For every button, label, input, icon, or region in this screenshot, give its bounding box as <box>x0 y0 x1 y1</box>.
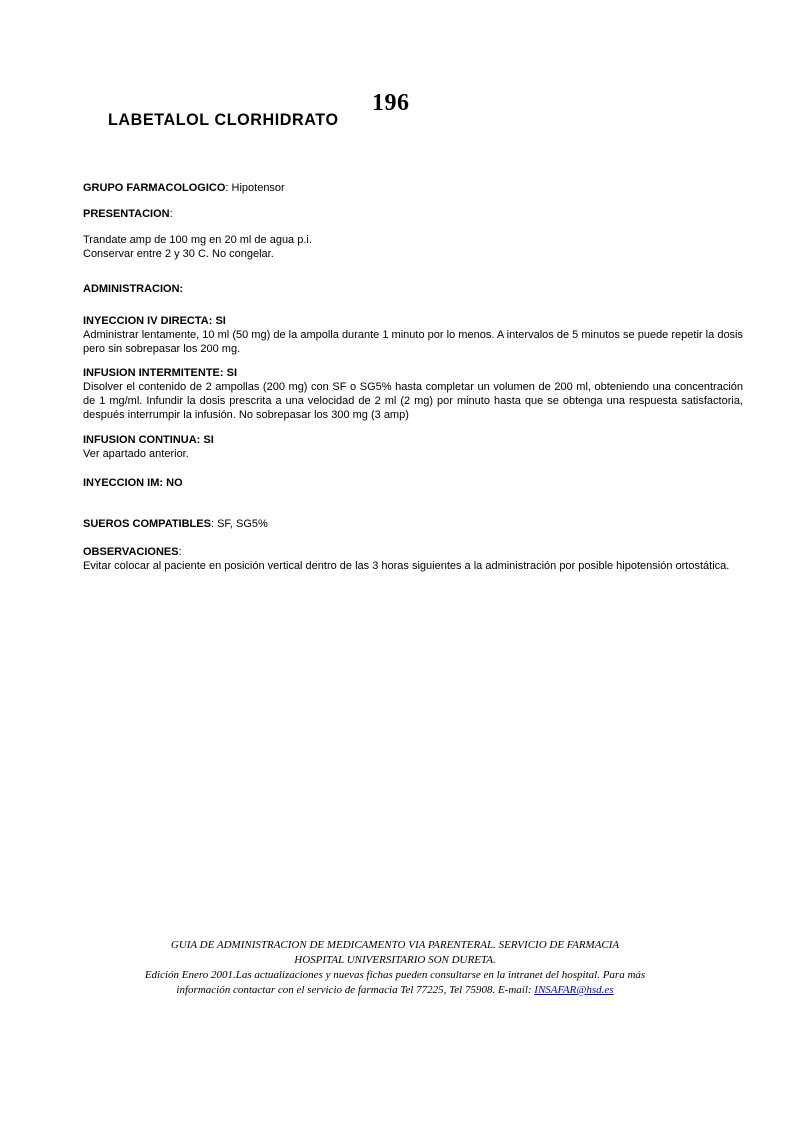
inyeccion-iv-heading <box>83 314 743 328</box>
presentacion-label: PRESENTACION <box>83 208 170 220</box>
presentacion-line-1: Trandate amp de 100 mg en 20 ml de agua p.i. <box>83 234 312 246</box>
infusion-continua-text: Ver apartado anterior. <box>83 448 189 460</box>
footer-line-1: GUIA DE ADMINISTRACION DE MEDICAMENTO VIA PARENTERAL. SERVICIO DE FARMACIA <box>170 939 620 951</box>
sueros-value: SF, SG5% <box>217 518 268 530</box>
page-number: 196 <box>372 90 410 116</box>
infusion-intermitente-heading <box>83 366 743 380</box>
infusion-intermitente-value: SI <box>226 367 238 379</box>
infusion-intermitente-colon: : <box>219 367 227 379</box>
observaciones-colon: : <box>178 546 182 558</box>
monograph-body <box>83 181 743 573</box>
grupo-farmacologico <box>83 181 743 195</box>
observaciones-label: OBSERVACIONES <box>83 546 179 558</box>
presentacion-colon: : <box>169 208 173 220</box>
footer-line-3: Edición Enero 2001.Las actualizaciones y nuevas fichas pueden consultarse en la intranet del hospital. Para más <box>144 969 646 981</box>
footer-contact-text: información contactar con el servicio de farmacia Tel 77225, Tel 75908. E-mail: <box>176 984 532 996</box>
infusion-continua-heading <box>83 433 743 447</box>
email-link[interactable]: INSAFAR@hsd.es <box>534 984 614 996</box>
inyeccion-iv-text: Administrar lentamente, 10 ml (50 mg) de la ampolla durante 1 minuto por lo menos. A intervalos de 5 minutos se puede repetir la dosis pero sin sobrepasar los 200 mg. <box>83 329 743 355</box>
sueros-label: SUEROS COMPATIBLES <box>83 518 211 530</box>
infusion-intermitente-label: INFUSION INTERMITENTE <box>83 367 220 379</box>
sueros-colon: : <box>210 518 218 530</box>
infusion-intermitente-text: Disolver el contenido de 2 ampollas (200 mg) con SF o SG5% hasta completar un volumen de 200 ml, obteniendo una concentración de 1 mg/ml. Infundir la dosis prescrita a una velocidad de 2 ml (2 mg) por minuto hasta que se obtenga una respuesta satisfactoria, después interrumpir la infusión. No sobrepasar los 300 mg (3 amp) <box>83 381 743 421</box>
administracion-heading: ADMINISTRACION: <box>83 283 184 295</box>
inyeccion-im-colon: : <box>159 477 167 489</box>
grupo-colon: : <box>225 182 232 194</box>
presentacion-heading <box>83 207 743 221</box>
inyeccion-iv-colon: : <box>208 315 216 327</box>
presentacion-line-2: Conservar entre 2 y 30 C. No congelar. <box>83 248 274 260</box>
infusion-continua-colon: : <box>196 434 204 446</box>
grupo-label: GRUPO FARMACOLOGICO <box>83 182 226 194</box>
drug-title: LABETALOL CLORHIDRATO <box>108 110 339 129</box>
sueros-compatibles <box>83 517 743 531</box>
grupo-value: Hipotensor <box>231 182 285 194</box>
inyeccion-iv-label: INYECCION IV DIRECTA <box>83 315 209 327</box>
observaciones-text: Evitar colocar al paciente en posición vertical dentro de las 3 horas siguientes a la administración por posible hipotensión ortostática. <box>83 560 730 572</box>
observaciones-heading <box>83 545 743 559</box>
inyeccion-iv-value: SI <box>215 315 226 327</box>
footer-line-2: HOSPITAL UNIVERSITARIO SON DURETA. <box>294 954 496 966</box>
page-footer <box>60 938 730 998</box>
infusion-continua-value: SI <box>203 434 214 446</box>
inyeccion-im-label: INYECCION IM <box>83 477 160 489</box>
inyeccion-im-value: NO <box>166 477 183 489</box>
infusion-continua-label: INFUSION CONTINUA <box>83 434 197 446</box>
inyeccion-im-heading <box>83 476 743 490</box>
footer-line-4 <box>60 983 730 998</box>
